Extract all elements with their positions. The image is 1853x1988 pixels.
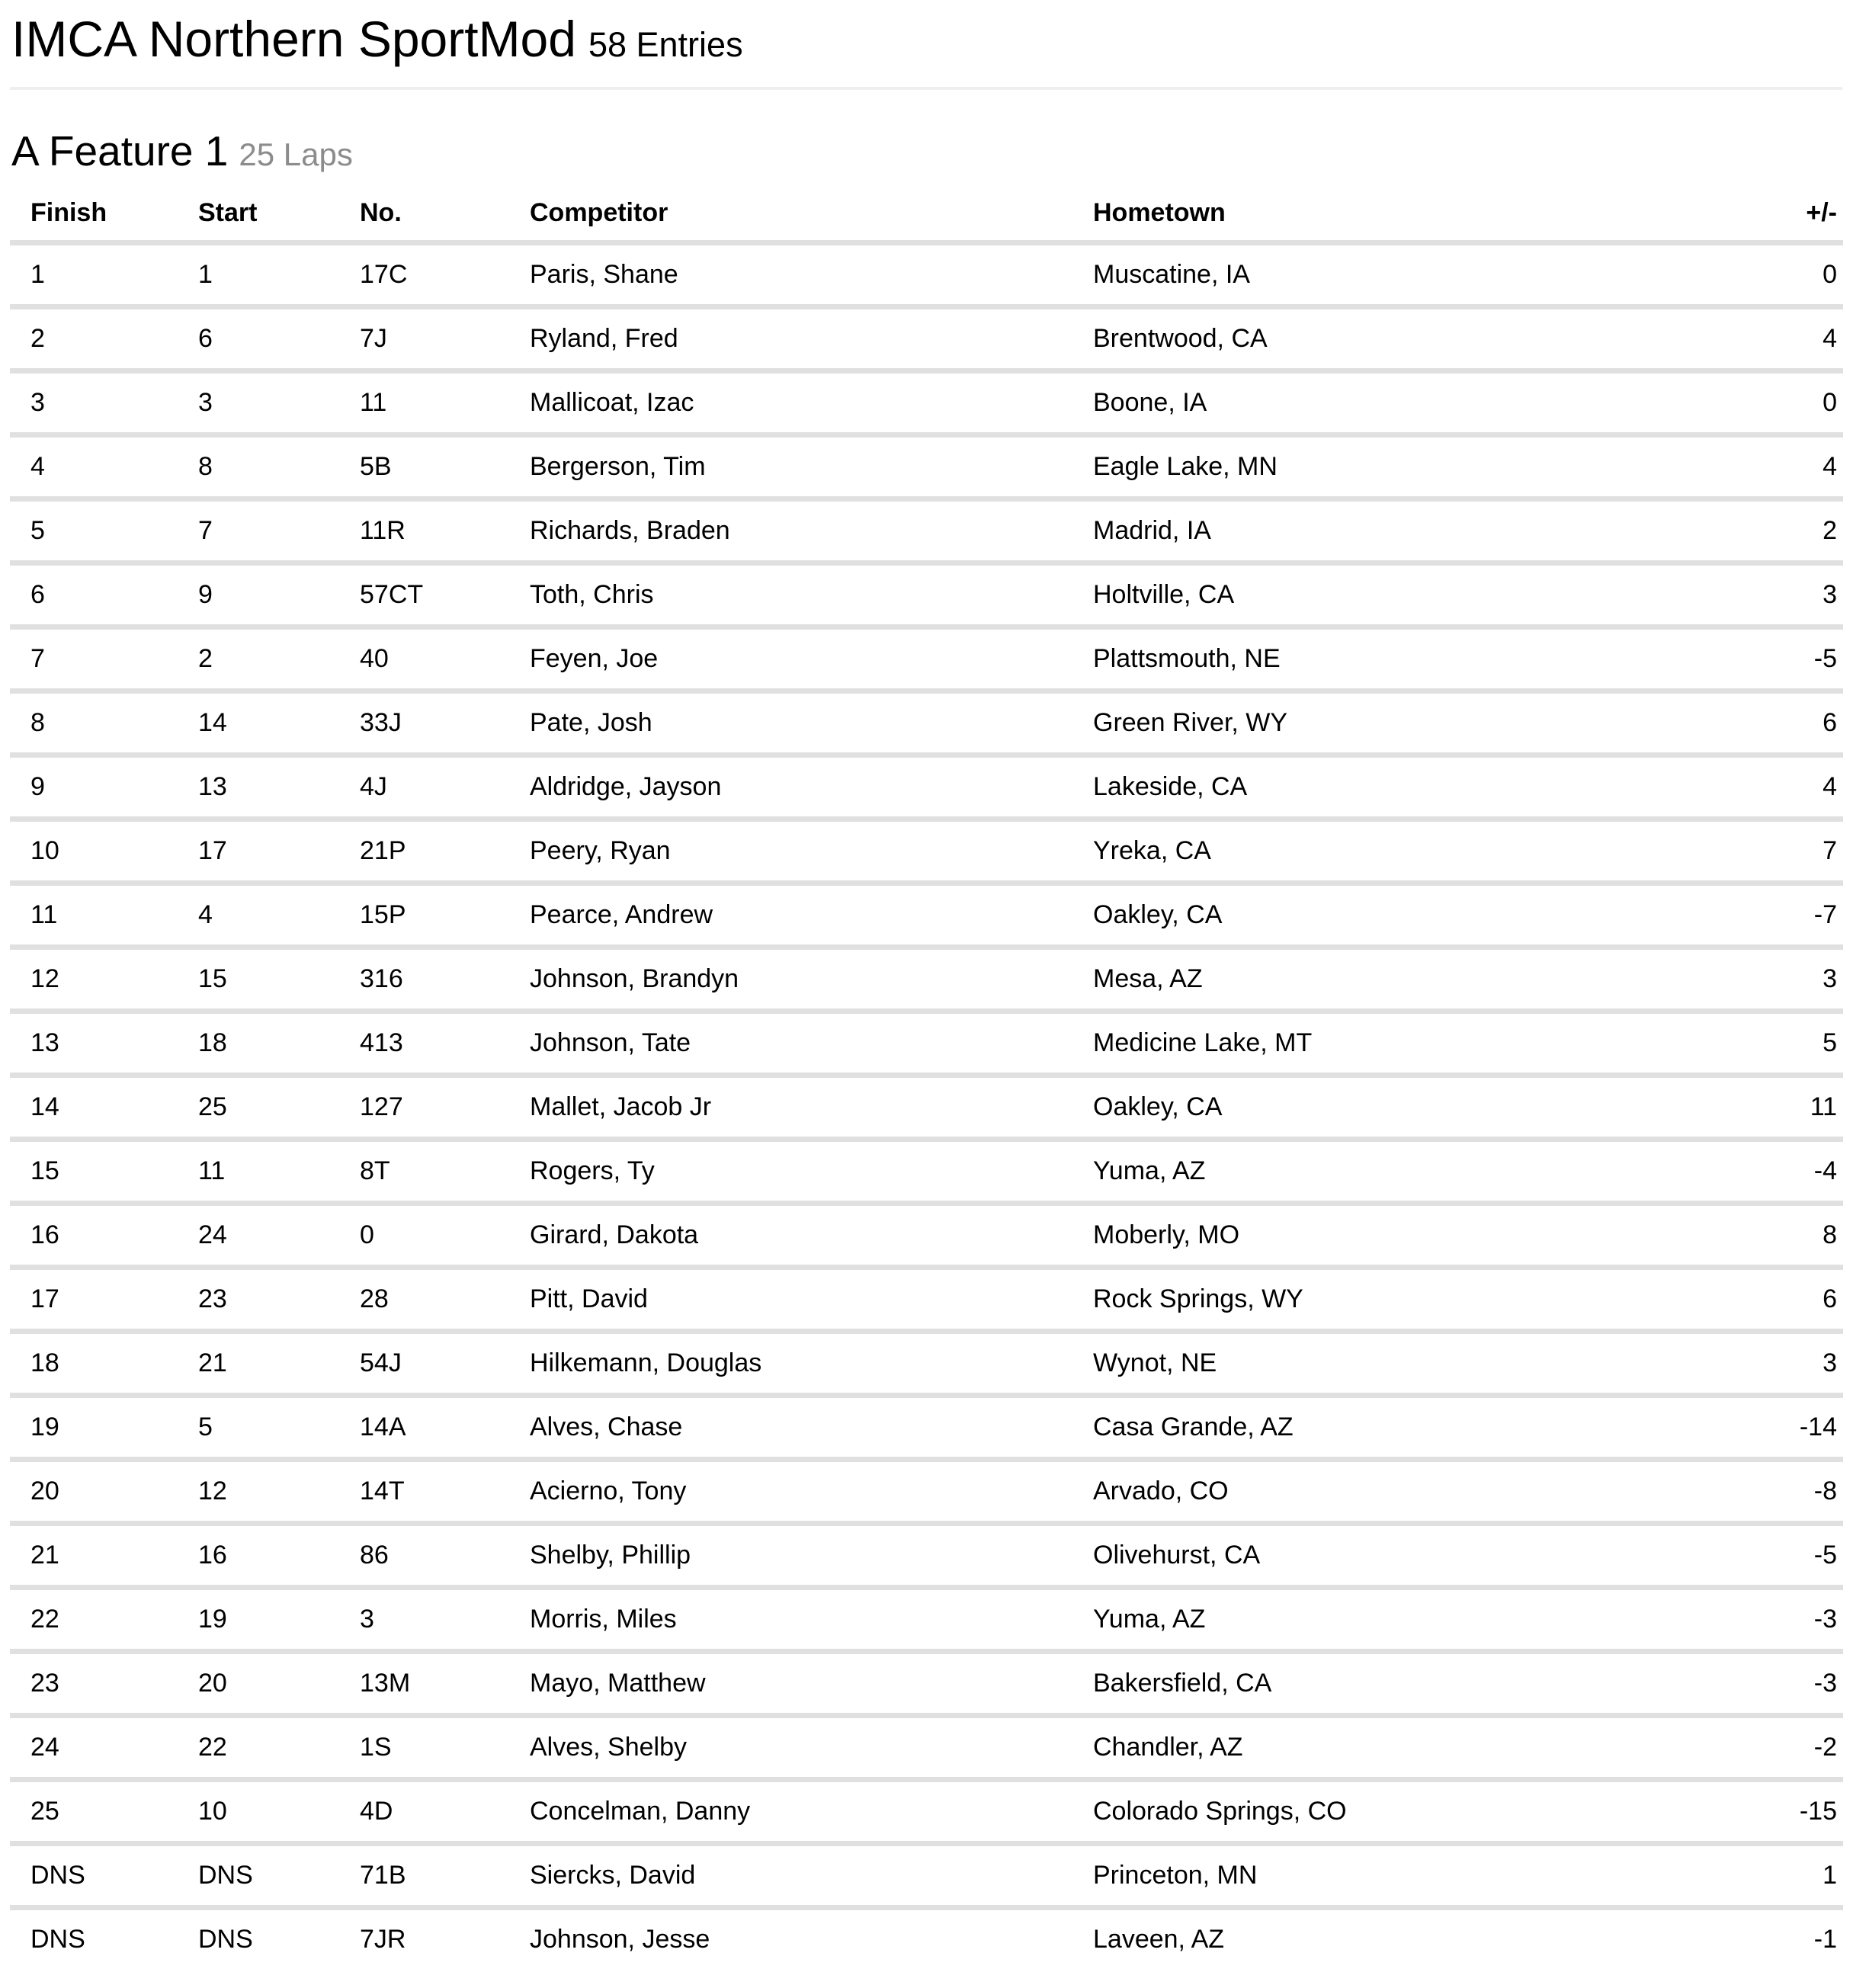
cell-start: 10 xyxy=(198,1797,227,1826)
cell-car-number: 4J xyxy=(360,772,387,802)
cell-competitor: Pate, Josh xyxy=(530,708,652,738)
cell-plus-minus: -8 xyxy=(1813,1477,1837,1506)
cell-car-number: 54J xyxy=(360,1348,402,1378)
cell-finish: 15 xyxy=(30,1156,59,1186)
column-header-hometown: Hometown xyxy=(1093,198,1226,228)
column-header-competitor: Competitor xyxy=(530,198,668,228)
cell-finish: 21 xyxy=(30,1541,59,1570)
cell-start: 25 xyxy=(198,1092,227,1122)
cell-car-number: 413 xyxy=(360,1028,403,1058)
table-row xyxy=(10,691,1843,755)
cell-competitor: Paris, Shane xyxy=(530,260,678,290)
cell-finish: DNS xyxy=(30,1861,85,1890)
cell-start: 22 xyxy=(198,1733,227,1762)
cell-finish: 19 xyxy=(30,1412,59,1442)
table-row xyxy=(10,1204,1843,1268)
cell-car-number: 5B xyxy=(360,452,392,482)
cell-hometown: Wynot, NE xyxy=(1093,1348,1217,1378)
cell-competitor: Rogers, Ty xyxy=(530,1156,655,1186)
table-row xyxy=(10,371,1843,435)
cell-competitor: Toth, Chris xyxy=(530,580,654,610)
cell-hometown: Holtville, CA xyxy=(1093,580,1235,610)
cell-competitor: Richards, Braden xyxy=(530,516,730,546)
page-header xyxy=(0,0,1853,69)
cell-car-number: 4D xyxy=(360,1797,393,1826)
cell-finish: DNS xyxy=(30,1925,85,1954)
cell-finish: 12 xyxy=(30,964,59,994)
cell-car-number: 7J xyxy=(360,324,387,354)
cell-car-number: 71B xyxy=(360,1861,406,1890)
cell-hometown: Oakley, CA xyxy=(1093,900,1223,930)
cell-finish: 14 xyxy=(30,1092,59,1122)
cell-car-number: 0 xyxy=(360,1220,374,1250)
table-row xyxy=(10,1460,1843,1524)
cell-plus-minus: 6 xyxy=(1823,708,1837,738)
table-row xyxy=(10,499,1843,563)
cell-plus-minus: -1 xyxy=(1813,1925,1837,1954)
table-row xyxy=(10,1716,1843,1780)
table-row xyxy=(10,1652,1843,1716)
cell-start: 11 xyxy=(198,1156,226,1186)
column-header-start: Start xyxy=(198,198,258,228)
cell-car-number: 11R xyxy=(360,516,406,546)
cell-hometown: Yuma, AZ xyxy=(1093,1605,1206,1634)
cell-plus-minus: -14 xyxy=(1799,1412,1837,1442)
cell-plus-minus: 3 xyxy=(1823,964,1837,994)
entries-count: 58 Entries xyxy=(588,25,743,64)
cell-start: DNS xyxy=(198,1925,253,1954)
table-row xyxy=(10,1332,1843,1396)
cell-start: 3 xyxy=(198,388,213,418)
table-row xyxy=(10,1588,1843,1652)
cell-competitor: Ryland, Fred xyxy=(530,324,678,354)
cell-plus-minus: 0 xyxy=(1823,388,1837,418)
header-row xyxy=(10,184,1843,243)
cell-plus-minus: 7 xyxy=(1823,836,1837,866)
cell-plus-minus: -3 xyxy=(1813,1669,1837,1698)
cell-finish: 13 xyxy=(30,1028,59,1058)
cell-finish: 25 xyxy=(30,1797,59,1826)
table-row xyxy=(10,948,1843,1012)
cell-hometown: Lakeside, CA xyxy=(1093,772,1248,802)
table-row xyxy=(10,1396,1843,1460)
cell-competitor: Hilkemann, Douglas xyxy=(530,1348,762,1378)
cell-finish: 16 xyxy=(30,1220,59,1250)
cell-competitor: Feyen, Joe xyxy=(530,644,659,674)
cell-hometown: Boone, IA xyxy=(1093,388,1207,418)
cell-finish: 9 xyxy=(30,772,45,802)
cell-hometown: Rock Springs, WY xyxy=(1093,1284,1303,1314)
table-row xyxy=(10,1844,1843,1908)
table-row xyxy=(10,1012,1843,1076)
cell-start: DNS xyxy=(198,1861,253,1890)
cell-plus-minus: -5 xyxy=(1813,1541,1837,1570)
cell-start: 19 xyxy=(198,1605,227,1634)
cell-car-number: 17C xyxy=(360,260,408,290)
cell-plus-minus: 8 xyxy=(1823,1220,1837,1250)
table-row xyxy=(10,1780,1843,1844)
cell-competitor: Bergerson, Tim xyxy=(530,452,706,482)
cell-competitor: Concelman, Danny xyxy=(530,1797,751,1826)
cell-hometown: Eagle Lake, MN xyxy=(1093,452,1278,482)
cell-finish: 22 xyxy=(30,1605,59,1634)
cell-plus-minus: 3 xyxy=(1823,1348,1837,1378)
cell-hometown: Princeton, MN xyxy=(1093,1861,1258,1890)
cell-plus-minus: 2 xyxy=(1823,516,1837,546)
cell-start: 23 xyxy=(198,1284,227,1314)
cell-finish: 8 xyxy=(30,708,45,738)
cell-hometown: Muscatine, IA xyxy=(1093,260,1250,290)
cell-car-number: 316 xyxy=(360,964,403,994)
cell-plus-minus: 4 xyxy=(1823,772,1837,802)
cell-car-number: 14A xyxy=(360,1412,406,1442)
cell-competitor: Pearce, Andrew xyxy=(530,900,713,930)
column-header-finish: Finish xyxy=(30,198,107,228)
cell-start: 7 xyxy=(198,516,213,546)
title-divider xyxy=(10,87,1842,90)
cell-start: 18 xyxy=(198,1028,227,1058)
cell-hometown: Mesa, AZ xyxy=(1093,964,1203,994)
feature-section xyxy=(0,128,1853,1970)
cell-competitor: Alves, Shelby xyxy=(530,1733,687,1762)
cell-hometown: Casa Grande, AZ xyxy=(1093,1412,1294,1442)
cell-finish: 1 xyxy=(30,260,45,290)
cell-car-number: 15P xyxy=(360,900,406,930)
results-table-head xyxy=(10,184,1843,243)
cell-car-number: 13M xyxy=(360,1669,411,1698)
table-row xyxy=(10,1908,1843,1970)
cell-start: 8 xyxy=(198,452,213,482)
cell-finish: 18 xyxy=(30,1348,59,1378)
cell-car-number: 3 xyxy=(360,1605,374,1634)
cell-finish: 3 xyxy=(30,388,45,418)
table-row xyxy=(10,307,1843,371)
cell-finish: 5 xyxy=(30,516,45,546)
cell-competitor: Mallicoat, Izac xyxy=(530,388,694,418)
table-row xyxy=(10,243,1843,307)
table-row xyxy=(10,1076,1843,1140)
cell-plus-minus: 1 xyxy=(1823,1861,1837,1890)
results-table xyxy=(10,184,1843,1969)
cell-hometown: Olivehurst, CA xyxy=(1093,1541,1261,1570)
table-row xyxy=(10,627,1843,691)
table-row xyxy=(10,755,1843,819)
cell-finish: 7 xyxy=(30,644,45,674)
cell-hometown: Madrid, IA xyxy=(1093,516,1211,546)
column-header-no: No. xyxy=(360,198,402,228)
cell-start: 20 xyxy=(198,1669,227,1698)
cell-competitor: Mayo, Matthew xyxy=(530,1669,706,1698)
cell-car-number: 11 xyxy=(360,388,387,418)
cell-start: 4 xyxy=(198,900,213,930)
cell-competitor: Morris, Miles xyxy=(530,1605,677,1634)
cell-hometown: Yuma, AZ xyxy=(1093,1156,1206,1186)
cell-start: 1 xyxy=(198,260,213,290)
cell-finish: 10 xyxy=(30,836,59,866)
feature-title-line xyxy=(11,128,1853,175)
cell-hometown: Plattsmouth, NE xyxy=(1093,644,1281,674)
cell-start: 9 xyxy=(198,580,213,610)
cell-competitor: Girard, Dakota xyxy=(530,1220,699,1250)
cell-car-number: 33J xyxy=(360,708,402,738)
cell-start: 6 xyxy=(198,324,213,354)
cell-finish: 6 xyxy=(30,580,45,610)
cell-plus-minus: -5 xyxy=(1813,644,1837,674)
table-row xyxy=(10,1140,1843,1204)
cell-car-number: 14T xyxy=(360,1477,405,1506)
cell-start: 2 xyxy=(198,644,213,674)
cell-competitor: Johnson, Jesse xyxy=(530,1925,710,1954)
cell-car-number: 8T xyxy=(360,1156,390,1186)
cell-start: 24 xyxy=(198,1220,227,1250)
cell-plus-minus: -3 xyxy=(1813,1605,1837,1634)
cell-plus-minus: 0 xyxy=(1823,260,1837,290)
cell-plus-minus: -2 xyxy=(1813,1733,1837,1762)
cell-start: 17 xyxy=(198,836,227,866)
cell-competitor: Johnson, Brandyn xyxy=(530,964,739,994)
table-row xyxy=(10,883,1843,948)
cell-hometown: Laveen, AZ xyxy=(1093,1925,1225,1954)
page-title-line xyxy=(11,11,1842,69)
cell-finish: 20 xyxy=(30,1477,59,1506)
cell-car-number: 7JR xyxy=(360,1925,406,1954)
cell-hometown: Yreka, CA xyxy=(1093,836,1211,866)
cell-hometown: Bakersfield, CA xyxy=(1093,1669,1272,1698)
cell-start: 16 xyxy=(198,1541,227,1570)
table-row xyxy=(10,563,1843,627)
cell-plus-minus: 3 xyxy=(1823,580,1837,610)
cell-hometown: Green River, WY xyxy=(1093,708,1288,738)
cell-plus-minus: 4 xyxy=(1823,452,1837,482)
cell-start: 15 xyxy=(198,964,227,994)
cell-competitor: Mallet, Jacob Jr xyxy=(530,1092,712,1122)
cell-car-number: 127 xyxy=(360,1092,403,1122)
cell-start: 21 xyxy=(198,1348,227,1378)
cell-hometown: Oakley, CA xyxy=(1093,1092,1223,1122)
cell-competitor: Pitt, David xyxy=(530,1284,648,1314)
cell-finish: 11 xyxy=(30,900,58,930)
cell-competitor: Aldridge, Jayson xyxy=(530,772,722,802)
cell-hometown: Chandler, AZ xyxy=(1093,1733,1243,1762)
cell-car-number: 21P xyxy=(360,836,406,866)
cell-plus-minus: 6 xyxy=(1823,1284,1837,1314)
cell-competitor: Acierno, Tony xyxy=(530,1477,687,1506)
cell-competitor: Alves, Chase xyxy=(530,1412,683,1442)
table-row xyxy=(10,1268,1843,1332)
cell-car-number: 86 xyxy=(360,1541,389,1570)
cell-plus-minus: 5 xyxy=(1823,1028,1837,1058)
feature-laps: 25 Laps xyxy=(239,136,353,172)
cell-start: 12 xyxy=(198,1477,227,1506)
cell-hometown: Colorado Springs, CO xyxy=(1093,1797,1347,1826)
cell-car-number: 28 xyxy=(360,1284,389,1314)
cell-plus-minus: -4 xyxy=(1813,1156,1837,1186)
cell-plus-minus: -7 xyxy=(1813,900,1837,930)
results-table-body xyxy=(10,243,1843,1970)
cell-start: 13 xyxy=(198,772,227,802)
table-row xyxy=(10,435,1843,499)
cell-plus-minus: -15 xyxy=(1799,1797,1837,1826)
cell-competitor: Johnson, Tate xyxy=(530,1028,691,1058)
cell-hometown: Medicine Lake, MT xyxy=(1093,1028,1313,1058)
table-row xyxy=(10,819,1843,883)
cell-finish: 2 xyxy=(30,324,45,354)
cell-plus-minus: 4 xyxy=(1823,324,1837,354)
cell-finish: 4 xyxy=(30,452,45,482)
cell-car-number: 57CT xyxy=(360,580,424,610)
cell-finish: 23 xyxy=(30,1669,59,1698)
cell-finish: 17 xyxy=(30,1284,59,1314)
cell-competitor: Shelby, Phillip xyxy=(530,1541,691,1570)
cell-plus-minus: 11 xyxy=(1810,1092,1837,1122)
cell-finish: 24 xyxy=(30,1733,59,1762)
column-header-plus-minus: +/- xyxy=(1806,198,1837,228)
cell-competitor: Peery, Ryan xyxy=(530,836,671,866)
cell-car-number: 40 xyxy=(360,644,389,674)
page-title: IMCA Northern SportMod xyxy=(11,11,576,67)
table-row xyxy=(10,1524,1843,1588)
cell-competitor: Siercks, David xyxy=(530,1861,696,1890)
cell-start: 5 xyxy=(198,1412,213,1442)
cell-start: 14 xyxy=(198,708,227,738)
cell-hometown: Arvado, CO xyxy=(1093,1477,1229,1506)
cell-car-number: 1S xyxy=(360,1733,392,1762)
cell-hometown: Moberly, MO xyxy=(1093,1220,1240,1250)
feature-name: A Feature 1 xyxy=(11,127,229,175)
cell-hometown: Brentwood, CA xyxy=(1093,324,1268,354)
